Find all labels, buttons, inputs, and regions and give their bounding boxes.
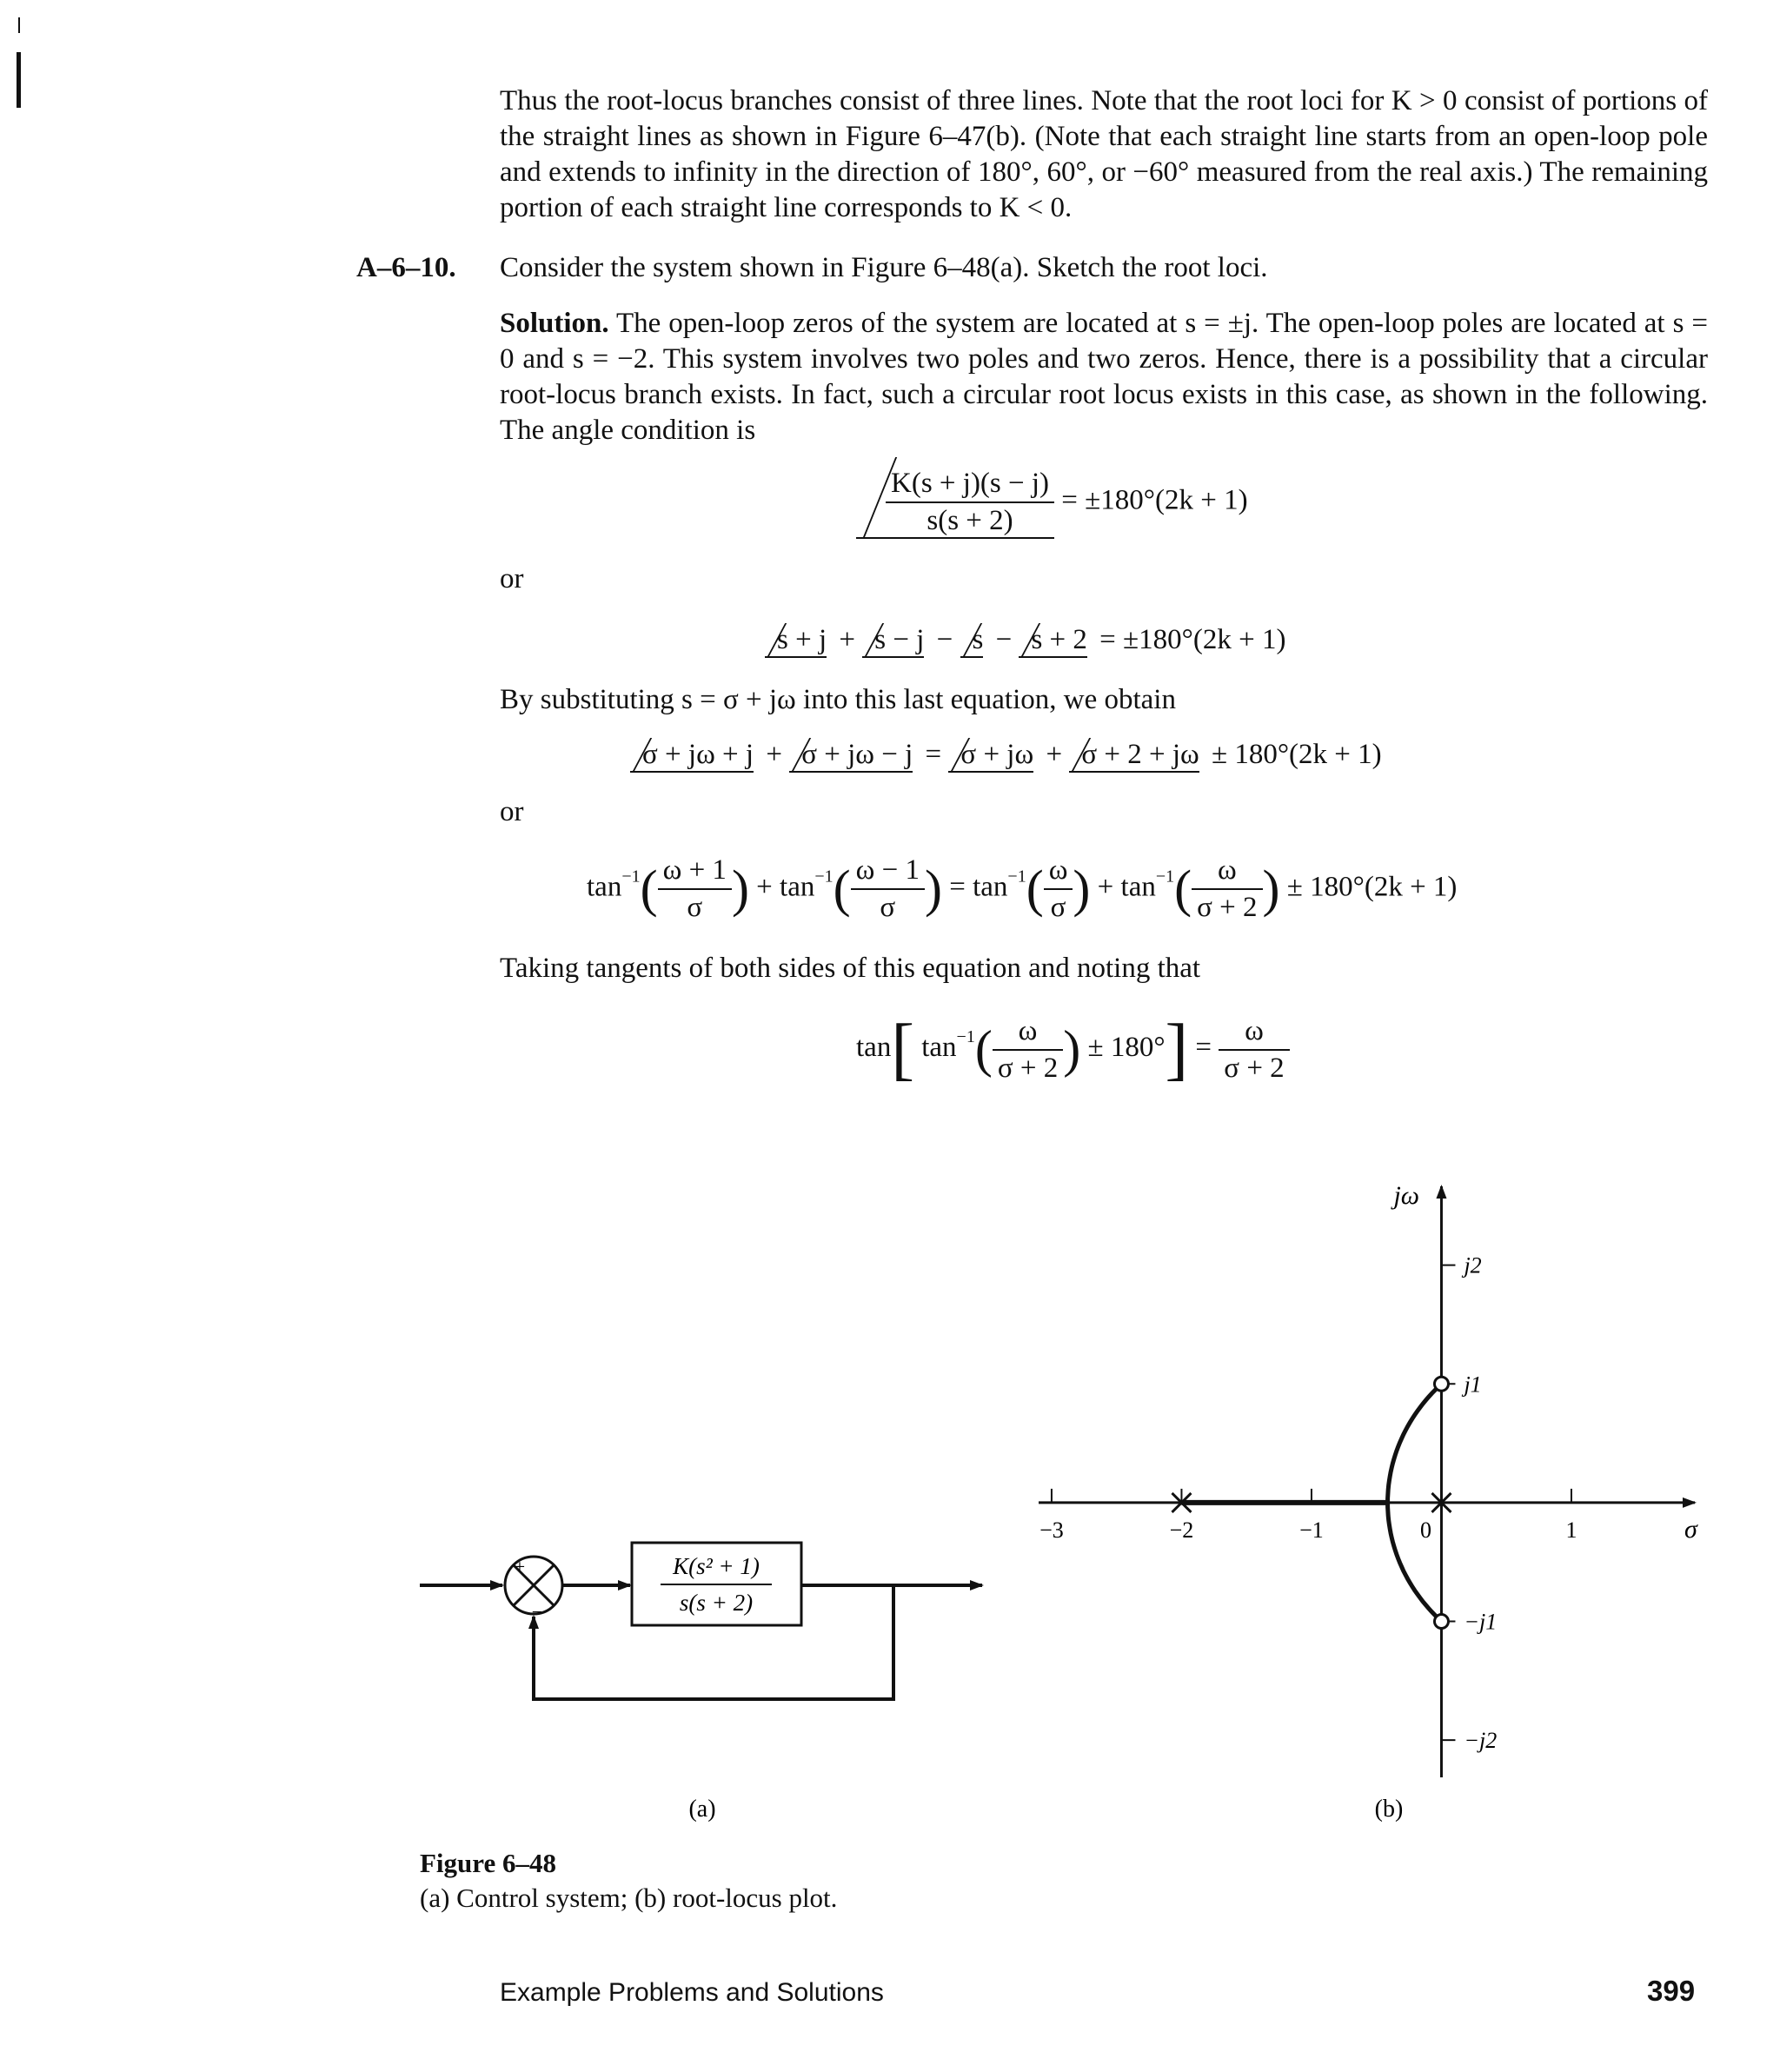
footer-section: Example Problems and Solutions [500, 1978, 884, 2007]
eq2-angle-2: s − j [862, 624, 924, 658]
or-text-2: or [500, 796, 524, 827]
eq4-num-2: ω − 1 [855, 854, 920, 886]
tan-inv-2: tan [780, 871, 815, 903]
intro-paragraph: Thus the root-locus branches consist of three lines. Note that the root loci for K > 0 consist of portions of the straight lines as shown in Figure 6–47(b). (Note that each straight line starts from an open-loop pole and extends to infinity in the direction of 180°, 60°, or −60° measured from the real axis.) The remaining portion of each straight line corresponds to K < 0. [500, 85, 1708, 223]
eq3-angle-3: σ + jω [948, 739, 1033, 773]
figure-title: Figure 6–48 [420, 1848, 556, 1878]
eq1-denominator: s(s + 2) [886, 501, 1054, 537]
tan-inv-3: tan [973, 871, 1008, 903]
x-tick-label: −2 [1169, 1517, 1194, 1543]
eq4-num-3: ω [1048, 854, 1068, 886]
tf-denominator: s(s + 2) [679, 1590, 754, 1616]
zero-marker [1434, 1377, 1448, 1391]
eq5-rhs-num: ω [1245, 1014, 1264, 1046]
x-tick-label: −3 [1039, 1517, 1064, 1543]
solution-text: The open-loop zeros of the system are located at s = ±j. The open-loop poles are located at s = 0 and s = −2. This system involves two poles and two zeros. Hence, there is a possibility that a circular root-locus branch exists. In fact, such a circular root locus exists in this case, as shown in the following. The angle condition is [500, 308, 1708, 446]
plus-sign: + [514, 1556, 526, 1577]
scan-mark-bar [17, 52, 21, 108]
y-tick-label: −j1 [1464, 1609, 1498, 1635]
tan-inv-1: tan [587, 871, 622, 903]
sigma-axis-label: σ [1684, 1514, 1697, 1544]
eq4-num-1: ω + 1 [662, 854, 727, 886]
eq3-angle-1: σ + jω + j [630, 739, 754, 773]
inv-sup-4: −1 [1155, 867, 1175, 887]
equation-tangent-identity: tan[ $\tan^{-1}$( $\frac{\omega}{\sigma + 2}$ ) ± 180°] = $\frac{\omega}{\sigma + 2}$ [856, 1010, 1290, 1089]
figure-caption: (a) Control system; (b) root-locus plot. [420, 1883, 838, 1913]
eq2-angle-1: s + j [765, 624, 827, 658]
eq2-angle-3: s [960, 624, 984, 658]
y-tick-label: −j2 [1464, 1728, 1498, 1754]
page-number: 399 [1647, 1975, 1696, 2007]
eq4-num-4: ω [1217, 854, 1237, 886]
or-text-1: or [500, 563, 524, 594]
eq5-mid: ± 180° [1087, 1032, 1166, 1064]
eq1-rhs: = ±180°(2k + 1) [1061, 484, 1248, 516]
inv-sup-5: −1 [956, 1027, 975, 1047]
x-tick-label: 1 [1565, 1517, 1577, 1543]
scan-mark [18, 17, 20, 33]
minus-sign: − [531, 1601, 543, 1623]
eq3-angle-4: σ + 2 + jω [1069, 739, 1199, 773]
jw-axis-label: jω [1393, 1181, 1419, 1210]
inv-sup-3: −1 [1007, 867, 1026, 887]
eq1-numerator: K(s + j)(s − j) [891, 468, 1050, 499]
root-locus-plot [1039, 1181, 1698, 1823]
solution-heading: Solution. [500, 308, 609, 339]
figure-6-48 [0, 1130, 1780, 1825]
eq3-angle-2: σ + jω − j [789, 739, 913, 773]
equation-angle-condition [856, 468, 1248, 539]
substitute-text: By substituting s = σ + jω into this last equation, we obtain [500, 684, 1176, 715]
eq5-den: σ + 2 [993, 1049, 1063, 1085]
inv-sup-2: −1 [814, 867, 834, 887]
zero-marker [1434, 1615, 1448, 1629]
sublabel-b: (b) [1374, 1796, 1404, 1823]
y-tick-label: j1 [1464, 1371, 1482, 1398]
inv-sup-1: −1 [621, 867, 641, 887]
eq4-den-2: σ [851, 888, 925, 924]
eq5-num: ω [1018, 1014, 1038, 1046]
x-tick-label: −1 [1299, 1517, 1324, 1543]
tan-inv-5: tan [921, 1032, 957, 1064]
problem-label: A–6–10. [356, 252, 456, 283]
tangents-text: Taking tangents of both sides of this equation and noting that [500, 953, 1201, 984]
y-tick-label: j2 [1464, 1252, 1482, 1278]
equation-arctan: $\tan^{-1}$( $\frac{\omega + 1}{\sigma}$ ) + $\tan^{-1}$( $\frac{\omega - 1}{\sigma}$ ) = $\tan^{-1}$( $\frac{\omega}{\sigma}$ ) + $\tan^{-1}$( $\frac{\omega}{\sigma + 2}$ ) ± 180°(2k + 1) [587, 854, 1458, 923]
eq2-angle-4: s + 2 [1019, 624, 1086, 658]
eq3-rhs: ± 180°(2k + 1) [1211, 739, 1382, 770]
eq4-den-4: σ + 2 [1192, 888, 1262, 924]
eq4-den-1: σ [658, 888, 732, 924]
eq2-rhs: = ±180°(2k + 1) [1099, 624, 1286, 655]
sublabel-a: (a) [688, 1796, 716, 1823]
eq5-outer-tan: tan [856, 1032, 892, 1064]
eq4-den-3: σ [1044, 888, 1073, 924]
equation-angle-sum: s + j + s − j − s − s + 2 = ±180°(2k + 1) [765, 624, 1285, 658]
solution-paragraph [500, 306, 1708, 448]
eq4-rhs: ± 180°(2k + 1) [1286, 871, 1458, 903]
eq5-rhs-den: σ + 2 [1219, 1049, 1289, 1085]
tan-inv-4: tan [1120, 871, 1156, 903]
x-tick-label: 0 [1419, 1517, 1431, 1543]
tf-numerator: K(s² + 1) [673, 1553, 760, 1579]
problem-text: Consider the system shown in Figure 6–48(a). Sketch the root loci. [500, 252, 1268, 283]
equation-substituted: σ + jω + j + σ + jω − j = σ + jω + σ + 2 + jω ± 180°(2k + 1) [630, 739, 1382, 773]
block-diagram [420, 1543, 982, 1823]
